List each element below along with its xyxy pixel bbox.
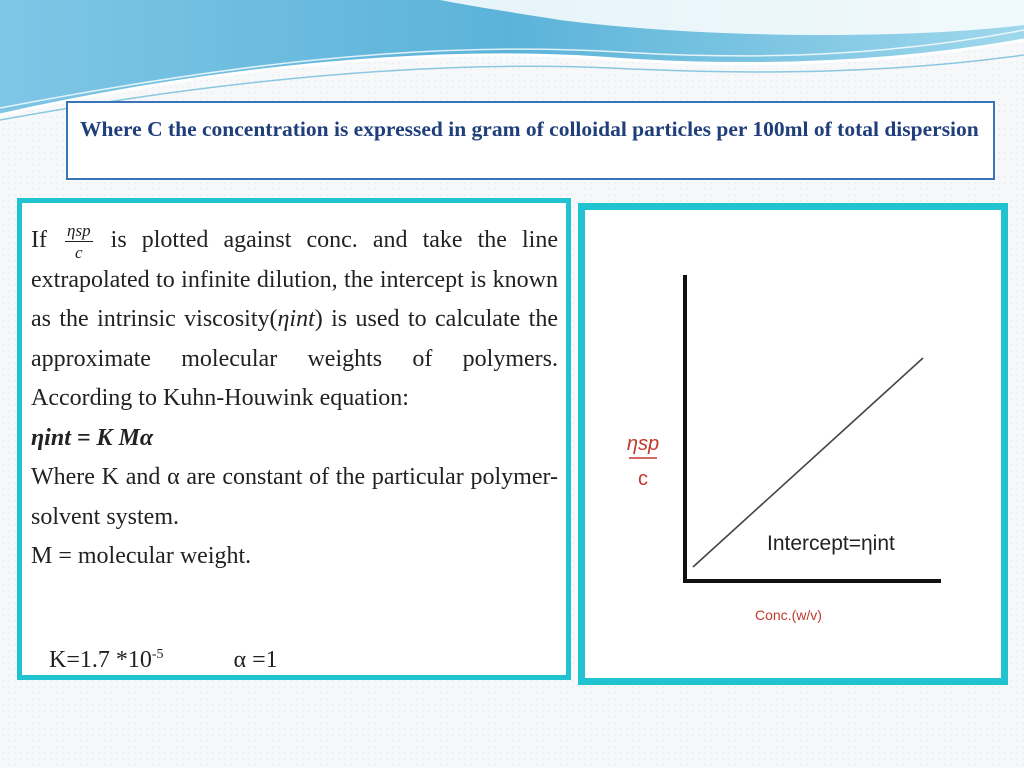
y-label-numerator: ηsp bbox=[626, 433, 660, 455]
page-title: Where C the concentration is expressed in gram of colloidal particles per 100ml of total dispersion bbox=[80, 117, 979, 141]
fraction-numerator: ηsp bbox=[67, 220, 91, 240]
text-panel bbox=[17, 198, 571, 680]
intercept-annotation: Intercept=ηint bbox=[767, 532, 895, 555]
intro-paragraph bbox=[31, 221, 558, 419]
body-text bbox=[31, 221, 558, 577]
intro-rest: is plotted against conc. and take the line extrapolated to infinite dilution, the intercept is known as the intrinsic viscosity( bbox=[31, 227, 558, 333]
where-paragraph: Where K and α are constant of the particular polymer- solvent system. bbox=[31, 464, 558, 530]
intro-end: ) is used to calculate the approximate molecular weights of polymers. According to Kuhn-Houwink equation: bbox=[31, 306, 558, 412]
m-definition: M = molecular weight. bbox=[31, 543, 252, 570]
intercept-graph bbox=[585, 210, 1001, 678]
if-word: If bbox=[31, 227, 47, 253]
constants-line bbox=[49, 639, 449, 676]
eta-sp-over-c-fraction bbox=[65, 222, 93, 261]
k-value: K=1.7 *10 bbox=[49, 647, 152, 673]
fraction-denominator: c bbox=[75, 242, 83, 262]
graph-panel bbox=[578, 203, 1008, 685]
eta-int-symbol: ηint bbox=[277, 306, 315, 333]
kuhn-houwink-equation: ηint = K Mα bbox=[31, 424, 154, 451]
y-label-denominator: c bbox=[638, 468, 648, 490]
x-axis-label: Conc.(w/v) bbox=[755, 607, 822, 623]
title-box bbox=[66, 101, 995, 180]
alpha-value: α =1 bbox=[233, 647, 278, 673]
k-exponent: -5 bbox=[151, 647, 164, 662]
